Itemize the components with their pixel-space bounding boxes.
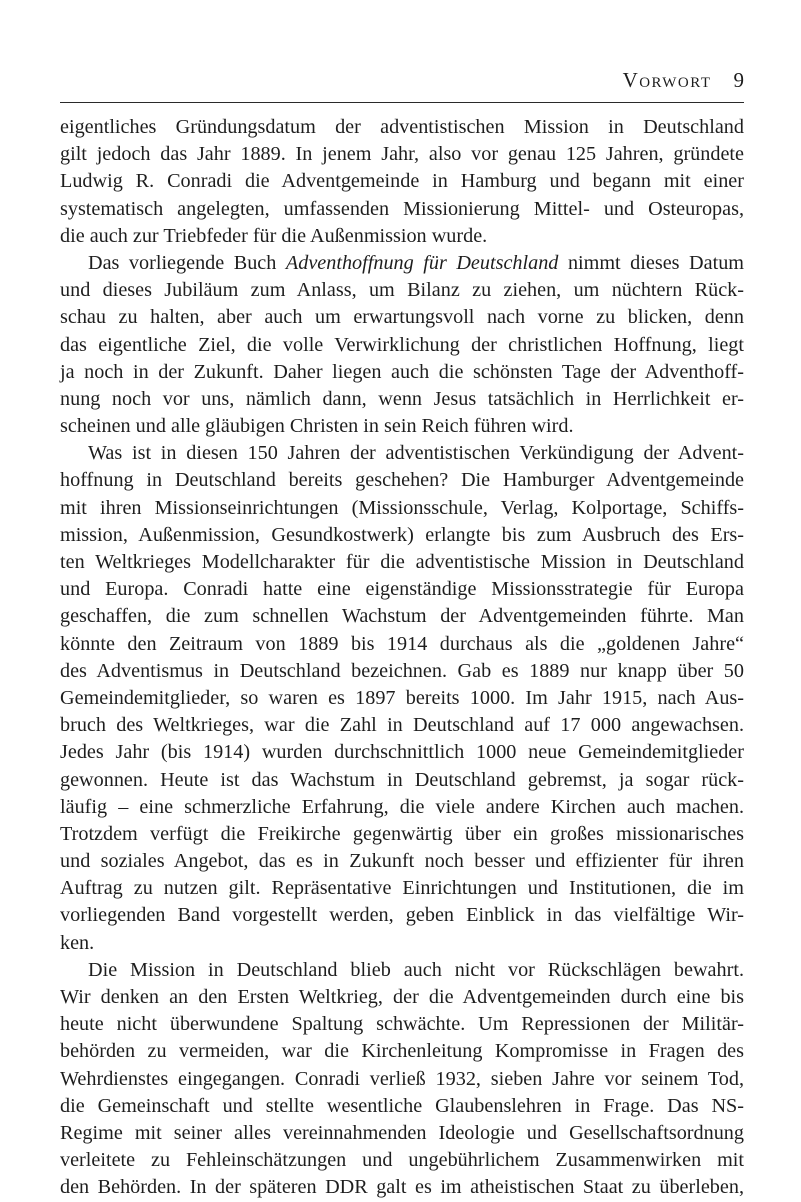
text-run: nimmt dieses Datum (558, 251, 744, 274)
text-line: Ludwig R. Conradi die Adventgemeinde in Hamburg und begann mit einer (60, 170, 744, 193)
text-line: schau zu halten, aber auch um erwartungsvoll nach vorne zu blicken, denn (60, 306, 744, 329)
text-line: eigentliches Gründungsdatum der adventistischen Mission in Deutschland (60, 116, 744, 138)
text-line: geschaffen, die zum schnellen Wachstum der Adventgemeinden führte. Man (60, 605, 744, 628)
text-line: des Adventismus in Deutschland bezeichnen. Gab es 1889 nur knapp über 50 (60, 659, 744, 682)
text-line: scheinen und alle gläubigen Christen in sein Reich führen wird. (60, 415, 574, 438)
text-line: nung noch vor uns, nämlich dann, wenn Jesus tatsächlich in Herrlichkeit er- (60, 387, 744, 410)
text-line: die auch zur Triebfeder für die Außenmission wurde. (60, 224, 488, 247)
text-line: hoffnung in Deutschland bereits geschehen? Die Hamburger Adventgemeinde (60, 469, 744, 492)
text-line: heute nicht überwundene Spaltung schwächte. Um Repressionen der Militär- (60, 1013, 744, 1036)
text-line: Regime mit seiner alles vereinnahmenden Ideologie und Gesellschaftsordnung (60, 1121, 744, 1144)
text-line: läufig – eine schmerzliche Erfahrung, die viele andere Kirchen auch machen. (60, 795, 744, 818)
paragraph (60, 440, 744, 957)
text-line: Jedes Jahr (bis 1914) wurden durchschnittlich 1000 neue Gemeindemitglieder (60, 741, 744, 764)
text-line: und dieses Jubiläum zum Anlass, um Bilanz zu ziehen, um nüchtern Rück- (60, 279, 744, 302)
text-line: mit ihren Missionseinrichtungen (Missionsschule, Verlag, Kolportage, Schiffs- (60, 496, 744, 519)
text-line (60, 250, 744, 277)
text-line: gewonnen. Heute ist das Wachstum in Deutschland gebremst, ja sogar rück- (60, 768, 744, 791)
text-line: könnte den Zeitraum von 1889 bis 1914 durchaus als die „goldenen Jahre“ (60, 632, 744, 655)
running-header (60, 68, 744, 96)
body-text (60, 114, 744, 1202)
text-line: vorliegenden Band vorgestellt werden, geben Einblick in das vielfältige Wir- (60, 904, 744, 927)
text-line: Wehrdienstes eingegangen. Conradi verließ 1932, sieben Jahre vor seinem Tod, (60, 1067, 744, 1090)
paragraph (60, 957, 744, 1202)
text-line: bruch des Weltkrieges, war die Zahl in Deutschland auf 17 000 angewachsen. (60, 714, 744, 737)
text-line: mission, Außenmission, Gesundkostwerk) erlangte bis zum Ausbruch des Ers- (60, 523, 744, 546)
header-rule (60, 102, 744, 103)
text-line: Trotzdem verfügt die Freikirche gegenwärtig über ein großes missionarisches (60, 822, 744, 845)
text-run: Das vorliegende Buch (88, 251, 286, 274)
text-line: verleitete zu Fehleinschätzungen und ungebührlichem Zusammenwirken mit (60, 1149, 744, 1172)
text-line: und soziales Angebot, das es in Zukunft noch besser und effizienter für ihren (60, 850, 744, 873)
chapter-title: Vorwort (622, 68, 712, 92)
page-number: 9 (733, 68, 744, 92)
text-line: Auftrag zu nutzen gilt. Repräsentative Einrichtungen und Institutionen, die im (60, 877, 744, 900)
paragraph (60, 250, 744, 440)
text-line: die Gemeinschaft und stellte wesentliche Glaubenslehren in Frage. Das NS- (60, 1094, 744, 1117)
paragraph (60, 114, 744, 250)
text-line: den Behörden. In der späteren DDR galt es im atheistischen Staat zu überleben, (60, 1176, 744, 1199)
book-title: Adventhoffnung für Deutschland (285, 251, 559, 274)
text-line: und Europa. Conradi hatte eine eigenständige Missionsstrategie für Europa (60, 578, 744, 601)
text-line: behörden zu vermeiden, war die Kirchenleitung Kompromisse in Fragen des (60, 1040, 744, 1063)
text-line: ja noch in der Zukunft. Daher liegen auch die schönsten Tage der Adventhoff- (60, 360, 744, 383)
text-line: gilt jedoch das Jahr 1889. In jenem Jahr, also vor genau 125 Jahren, gründete (60, 143, 744, 166)
text-line: systematisch angelegten, umfassenden Missionierung Mittel- und Osteuropas, (60, 197, 744, 220)
text-line: Die Mission in Deutschland blieb auch nicht vor Rückschlägen bewahrt. (88, 958, 744, 981)
text-line: ken. (60, 931, 95, 954)
text-line: Was ist in diesen 150 Jahren der adventistischen Verkündigung der Advent- (88, 442, 744, 465)
text-line: Wir denken an den Ersten Weltkrieg, der die Adventgemeinden durch eine bis (60, 986, 744, 1008)
text-line: Gemeindemitglieder, so waren es 1897 bereits 1000. Im Jahr 1915, nach Aus- (60, 686, 744, 709)
text-line: ten Weltkrieges Modellcharakter für die adventistische Mission in Deutschland (60, 551, 744, 573)
text-line: das eigentliche Ziel, die volle Verwirklichung der christlichen Hoffnung, liegt (60, 333, 744, 356)
